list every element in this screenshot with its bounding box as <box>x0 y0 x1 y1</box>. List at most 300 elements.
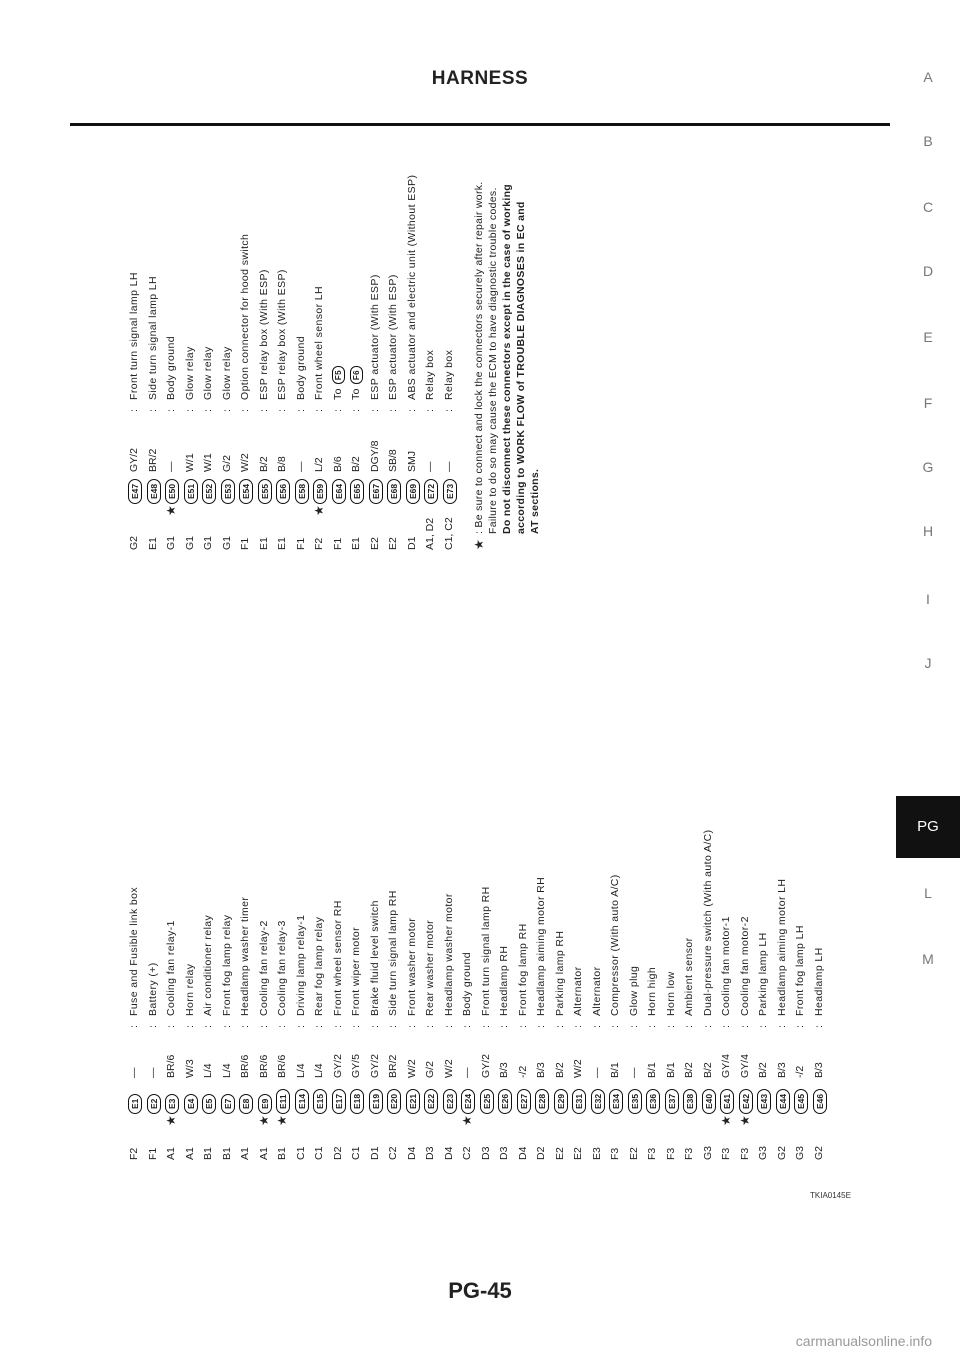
separator: : <box>165 409 177 412</box>
description-text: Front fog lamp relay <box>220 914 233 1016</box>
grid-ref: F3 <box>738 1147 751 1160</box>
grid-ref: F1 <box>146 1147 159 1160</box>
star-icon: ★ <box>164 505 178 516</box>
separator: : <box>146 409 159 412</box>
grid-ref: E1 <box>146 537 159 550</box>
grid-ref: F1 <box>331 537 344 550</box>
grid-ref: F3 <box>683 1147 695 1160</box>
connector-badge: E14 <box>295 1089 309 1114</box>
grid-ref: E1 <box>257 537 270 550</box>
description-text: Body ground <box>294 336 307 400</box>
connector-description <box>403 918 422 1016</box>
separator: : <box>664 1025 677 1028</box>
connector-badge: E29 <box>554 1089 568 1114</box>
separator: : <box>257 409 270 412</box>
wire-spec: B/1 <box>646 1062 658 1078</box>
connector-badge: E9 <box>258 1094 272 1114</box>
connector-badge: E21 <box>406 1089 420 1114</box>
separator: : <box>387 409 399 412</box>
connector-badge: E59 <box>313 479 327 504</box>
wire-spec: B/3 <box>775 1062 788 1078</box>
connector-description <box>218 915 237 1016</box>
description-text: Headlamp aiming motor LH <box>775 878 788 1016</box>
wire-spec: BR/6 <box>239 1054 251 1078</box>
grid-ref: A1 <box>183 1147 196 1160</box>
wire-spec: B/1 <box>664 1062 677 1078</box>
grid-ref: G3 <box>757 1145 769 1160</box>
connector-badge: E55 <box>258 479 272 504</box>
connector-description <box>477 886 496 1016</box>
separator: : <box>165 1025 177 1028</box>
page-number: PG-45 <box>448 1278 512 1303</box>
grid-ref: D4 <box>442 1146 455 1160</box>
grid-ref: G2 <box>812 1145 825 1160</box>
wire-spec: G/2 <box>424 1061 436 1078</box>
description-text: Cooling fan motor-1 <box>720 916 732 1016</box>
wire-spec: B/2 <box>757 1062 769 1078</box>
wire-spec: BR/2 <box>146 448 159 472</box>
connector-badge: E72 <box>424 479 438 504</box>
wire-spec: -/2 <box>516 1065 529 1078</box>
wire-spec: BR/6 <box>276 1054 288 1078</box>
connector-badge: E17 <box>332 1089 346 1114</box>
connector-description <box>144 962 163 1016</box>
grid-ref: C2 <box>387 1146 399 1160</box>
wire-spec: — <box>590 1067 603 1078</box>
connector-badge: E54 <box>239 479 253 504</box>
description-text: Relay box <box>442 349 455 400</box>
connector-description <box>625 966 644 1016</box>
connector-list-rotated <box>125 110 825 1170</box>
separator: : <box>775 1025 788 1028</box>
grid-ref: G1 <box>183 535 196 550</box>
connector-badge: E37 <box>665 1089 679 1114</box>
grid-ref: E1 <box>276 537 288 550</box>
side-tab-a[interactable]: A <box>923 69 933 85</box>
separator: : <box>442 1025 455 1028</box>
description-text: Cooling fan relay-2 <box>257 920 270 1016</box>
grid-ref: B1 <box>276 1147 288 1160</box>
connector-badge: E69 <box>406 479 420 504</box>
description-text: Rear fog lamp relay <box>313 916 325 1016</box>
star-icon: ★ <box>256 1115 271 1126</box>
description-text: ESP actuator (With ESP) <box>387 274 399 400</box>
separator: : <box>424 1025 436 1028</box>
connector-description <box>181 346 200 400</box>
connector-description <box>162 920 181 1016</box>
separator: : <box>535 1025 547 1028</box>
description-text: Compressor (With auto A/C) <box>609 874 621 1016</box>
separator: : <box>128 409 140 412</box>
separator: : <box>294 1025 307 1028</box>
connector-badge: E26 <box>498 1089 512 1114</box>
to-connector-badge: F5 <box>332 366 345 384</box>
star-icon: ★ <box>164 1115 178 1126</box>
grid-ref: F3 <box>720 1147 732 1160</box>
wire-spec: W/3 <box>183 1059 196 1078</box>
description-text: Cooling fan relay-1 <box>165 920 177 1016</box>
connector-description <box>236 234 255 400</box>
wire-spec: L/4 <box>313 1063 325 1078</box>
grid-ref: E2 <box>572 1147 584 1160</box>
separator: : <box>128 1025 140 1028</box>
separator: : <box>220 1025 233 1028</box>
grid-ref: F2 <box>128 1147 140 1160</box>
grid-ref: B1 <box>202 1147 214 1160</box>
description-text: Air conditioner relay <box>202 914 214 1016</box>
description-text: Rear washer motor <box>424 919 436 1016</box>
connector-description <box>366 900 385 1016</box>
connector-description <box>125 887 144 1016</box>
grid-ref: C2 <box>461 1146 473 1160</box>
grid-ref: E2 <box>627 1147 640 1160</box>
connector-badge: E25 <box>480 1089 494 1114</box>
connector-badge: E65 <box>350 479 364 504</box>
description-text: Horn high <box>646 966 658 1016</box>
connector-badge: E2 <box>147 1094 161 1114</box>
connector-description <box>440 893 459 1016</box>
connector-badge: E44 <box>776 1089 790 1114</box>
grid-ref: E3 <box>590 1147 603 1160</box>
connector-description <box>643 967 662 1016</box>
grid-ref: G3 <box>701 1145 714 1160</box>
connector-badge: E32 <box>591 1089 605 1114</box>
grid-ref: G1 <box>165 535 177 550</box>
side-tab-l[interactable]: L <box>924 885 932 901</box>
wire-spec: B/8 <box>276 456 288 472</box>
connector-badge: E27 <box>517 1089 531 1114</box>
connector-description <box>440 350 459 400</box>
wire-spec: GY/2 <box>479 1054 492 1078</box>
connector-description <box>514 923 533 1016</box>
star-icon: ★ <box>312 505 326 516</box>
connector-description <box>199 346 218 400</box>
connector-description <box>662 971 681 1016</box>
connector-badge: E38 <box>683 1089 697 1114</box>
separator: : <box>405 1025 418 1028</box>
connector-description <box>329 366 348 400</box>
description-text: ABS actuator and electric unit (Without ESP) <box>405 174 418 400</box>
separator: : <box>516 1025 529 1028</box>
connector-badge: E51 <box>184 479 198 504</box>
connector-description <box>273 920 292 1016</box>
connector-badge: E67 <box>369 479 383 504</box>
connector-description <box>329 900 348 1016</box>
wire-spec: -/2 <box>794 1065 806 1078</box>
description-text: Body ground <box>461 952 473 1016</box>
connector-description <box>606 874 625 1016</box>
connector-description <box>551 931 570 1016</box>
description-text: Alternator <box>572 966 584 1016</box>
side-tab-j[interactable]: J <box>924 655 932 671</box>
connector-badge: E35 <box>628 1089 642 1114</box>
separator: : <box>276 1025 288 1028</box>
note-line-bold: according to WORK FLOW of TROUBLE DIAGNOSES in EC and <box>515 201 527 534</box>
page-header-title: HARNESS <box>431 68 529 89</box>
wire-spec: BR/6 <box>257 1054 270 1078</box>
description-text: To <box>350 388 362 400</box>
grid-ref: D3 <box>479 1146 492 1160</box>
connector-description <box>384 890 403 1016</box>
side-tab-i[interactable]: I <box>926 591 930 607</box>
separator: : <box>220 409 233 412</box>
connector-description <box>384 274 403 400</box>
connector-description <box>255 920 274 1016</box>
wire-spec: — <box>294 461 307 472</box>
grid-ref: D4 <box>516 1146 529 1160</box>
grid-ref: E1 <box>350 537 362 550</box>
wire-spec: BR/2 <box>387 1054 399 1078</box>
wire-spec: L/4 <box>220 1063 233 1078</box>
connector-badge: E58 <box>295 479 309 504</box>
grid-ref: F3 <box>646 1147 658 1160</box>
wire-spec: DGY/8 <box>368 440 381 472</box>
separator: : <box>461 1025 473 1028</box>
separator: : <box>812 1025 825 1028</box>
connector-badge: E7 <box>221 1094 235 1114</box>
connector-description <box>366 274 385 400</box>
grid-ref: E2 <box>368 537 381 550</box>
connector-badge: E5 <box>202 1094 216 1114</box>
wire-spec: W/1 <box>183 453 196 472</box>
grid-ref: A1, D2 <box>424 517 436 550</box>
wire-spec: B/2 <box>257 456 270 472</box>
connector-badge: E48 <box>147 479 161 504</box>
wire-spec: L/4 <box>202 1063 214 1078</box>
connector-description <box>162 336 181 400</box>
grid-ref: D3 <box>498 1146 510 1160</box>
description-text: Cooling fan motor-2 <box>738 916 751 1016</box>
grid-ref: A1 <box>165 1147 177 1160</box>
side-tab-b[interactable]: B <box>923 133 933 149</box>
description-text: Front fog lamp RH <box>516 923 529 1016</box>
grid-ref: D1 <box>405 536 418 550</box>
connector-description <box>791 925 810 1016</box>
grid-ref: A1 <box>257 1147 270 1160</box>
connector-badge: E18 <box>350 1089 364 1114</box>
connector-badge: E52 <box>202 479 216 504</box>
wire-spec: W/2 <box>442 1059 455 1078</box>
separator: : <box>202 1025 214 1028</box>
connector-badge: E22 <box>424 1089 438 1114</box>
wire-spec: B/2 <box>553 1062 566 1078</box>
wire-spec: GY/2 <box>331 1054 344 1078</box>
grid-ref: G3 <box>794 1145 806 1160</box>
description-text: Option connector for hood switch <box>239 233 251 400</box>
description-text: Front wheel sensor RH <box>331 900 344 1016</box>
description-text: To <box>331 388 344 400</box>
star-icon: ★ <box>737 1115 752 1126</box>
separator: : <box>239 409 251 412</box>
separator: : <box>368 409 381 412</box>
connector-description <box>773 879 792 1016</box>
description-text: Fuse and Fusible link box <box>128 886 140 1016</box>
description-text: Battery (+) <box>146 962 159 1016</box>
wire-spec: B/1 <box>609 1062 621 1078</box>
star-icon: ★ <box>719 1115 733 1126</box>
separator: : <box>590 1025 603 1028</box>
connector-badge: E40 <box>702 1089 716 1114</box>
side-tab-h[interactable]: H <box>922 523 934 539</box>
description-text: Parking lamp LH <box>757 932 769 1016</box>
separator: : <box>350 1025 362 1028</box>
grid-ref: E2 <box>553 1147 566 1160</box>
grid-ref: G2 <box>775 1145 788 1160</box>
grid-ref: D2 <box>535 1146 547 1160</box>
description-text: Dual-pressure switch (With auto A/C) <box>701 829 714 1016</box>
separator: : <box>701 1025 714 1028</box>
grid-ref: F3 <box>609 1147 621 1160</box>
grid-ref: A1 <box>239 1147 251 1160</box>
wire-spec: B/3 <box>498 1062 510 1078</box>
connector-badge: E3 <box>165 1094 179 1114</box>
connector-description <box>347 927 366 1016</box>
separator: : <box>572 1025 584 1028</box>
connector-badge: E64 <box>332 479 346 504</box>
grid-ref: D2 <box>331 1146 344 1160</box>
connector-badge: E43 <box>757 1089 771 1114</box>
grid-ref: G1 <box>202 535 214 550</box>
grid-ref: D1 <box>368 1146 381 1160</box>
connector-badge: E50 <box>165 479 179 504</box>
description-text: Front wheel sensor LH <box>313 285 325 400</box>
separator: : <box>331 409 344 412</box>
star-icon: ★ <box>460 1115 474 1126</box>
separator: : <box>627 1025 640 1028</box>
side-tab-m[interactable]: M <box>922 951 934 967</box>
separator: : <box>498 1025 510 1028</box>
connector-description <box>144 276 163 400</box>
separator: : <box>609 1025 621 1028</box>
connector-badge: E28 <box>535 1089 549 1114</box>
wire-spec: — <box>461 1067 473 1078</box>
wire-spec: — <box>165 461 177 472</box>
separator: : <box>424 409 436 412</box>
note-line: Failure to do so may cause the ECM to have diagnostic trouble codes. <box>487 187 499 534</box>
grid-ref: C1 <box>313 1146 325 1160</box>
side-tab-f[interactable]: F <box>923 395 933 411</box>
wire-spec: W/1 <box>202 453 214 472</box>
description-text: Glow relay <box>220 346 233 400</box>
wire-spec: BR/6 <box>165 1054 177 1078</box>
description-text: Horn relay <box>183 963 196 1016</box>
wire-spec: G/2 <box>220 455 233 472</box>
side-tab-d[interactable]: D <box>922 263 934 279</box>
wire-spec: SMJ <box>405 451 418 472</box>
watermark: carmanualsonline.info <box>795 1333 932 1349</box>
connector-description <box>754 932 773 1016</box>
connector-badge: E15 <box>313 1089 327 1114</box>
description-text: Ambient sensor <box>683 937 695 1016</box>
connector-description <box>495 946 514 1016</box>
connector-badge: E8 <box>239 1094 253 1114</box>
wire-spec: — <box>442 461 455 472</box>
connector-badge: E31 <box>572 1089 586 1114</box>
separator: : <box>553 1025 566 1028</box>
connector-badge: E46 <box>813 1089 827 1114</box>
separator: : <box>442 409 455 412</box>
description-text: Horn low <box>664 971 677 1016</box>
connector-description <box>273 269 292 400</box>
wire-spec: L/2 <box>313 457 325 472</box>
separator: : <box>720 1025 732 1028</box>
description-text: Side turn signal lamp LH <box>146 276 159 400</box>
wire-spec: B/2 <box>683 1062 695 1078</box>
wire-spec: B/6 <box>331 456 344 472</box>
grid-ref: D3 <box>424 1146 436 1160</box>
side-tab-pg[interactable]: PG <box>896 796 960 858</box>
description-text: Side turn signal lamp RH <box>387 890 399 1016</box>
separator: : <box>738 1025 751 1028</box>
grid-ref: F1 <box>294 537 307 550</box>
connector-description <box>310 286 329 400</box>
connector-badge: E73 <box>443 479 457 504</box>
separator: : <box>183 409 196 412</box>
separator: : <box>757 1025 769 1028</box>
grid-ref: C1 <box>294 1146 307 1160</box>
wire-spec: L/4 <box>294 1063 307 1078</box>
separator: : <box>202 409 214 412</box>
connector-description <box>236 897 255 1016</box>
wire-spec: — <box>128 1067 140 1078</box>
separator: : <box>294 409 307 412</box>
grid-ref: E2 <box>387 537 399 550</box>
separator: : <box>313 409 325 412</box>
connector-description <box>717 916 736 1016</box>
separator: : <box>331 1025 344 1028</box>
grid-ref: G1 <box>220 535 233 550</box>
side-tab-c[interactable]: C <box>922 199 934 215</box>
connector-description <box>292 915 311 1016</box>
wire-spec: B/3 <box>535 1062 547 1078</box>
separator: : <box>350 409 362 412</box>
side-tab-g[interactable]: G <box>922 459 934 475</box>
wire-spec: GY/4 <box>720 1054 732 1078</box>
grid-ref: B1 <box>220 1147 233 1160</box>
side-tab-e[interactable]: E <box>923 329 933 345</box>
description-text: Front turn signal lamp LH <box>128 272 140 400</box>
connector-description <box>588 966 607 1016</box>
description-text: Front wiper motor <box>350 926 362 1016</box>
separator: : <box>146 1025 159 1028</box>
to-connector-badge: F6 <box>350 366 363 384</box>
connector-badge: E19 <box>369 1089 383 1114</box>
separator: : <box>646 1025 658 1028</box>
wire-spec: GY/2 <box>368 1054 381 1078</box>
description-text: Headlamp LH <box>812 947 825 1016</box>
description-text: Front washer motor <box>405 917 418 1016</box>
connector-badge: E36 <box>646 1089 660 1114</box>
separator: : <box>405 409 418 412</box>
connector-description <box>292 336 311 400</box>
note-line: : Be sure to connect and lock the connectors securely after repair work. <box>473 181 485 534</box>
star-icon: ★ <box>275 1115 289 1126</box>
connector-description <box>736 916 755 1016</box>
connector-description <box>181 964 200 1016</box>
connector-description <box>218 346 237 400</box>
connector-badge: E23 <box>443 1089 457 1114</box>
connector-badge: E47 <box>128 479 142 504</box>
connector-description <box>532 877 551 1016</box>
description-text: ESP relay box (With ESP) <box>257 269 270 400</box>
star-icon: ★ <box>472 538 486 550</box>
connector-badge: E45 <box>794 1089 808 1114</box>
connector-badge: E53 <box>221 479 235 504</box>
separator: : <box>683 1025 695 1028</box>
note-line-bold: AT sections. <box>529 468 541 534</box>
figure-code: TKIA0145E <box>810 1191 851 1200</box>
connector-description <box>458 952 477 1016</box>
